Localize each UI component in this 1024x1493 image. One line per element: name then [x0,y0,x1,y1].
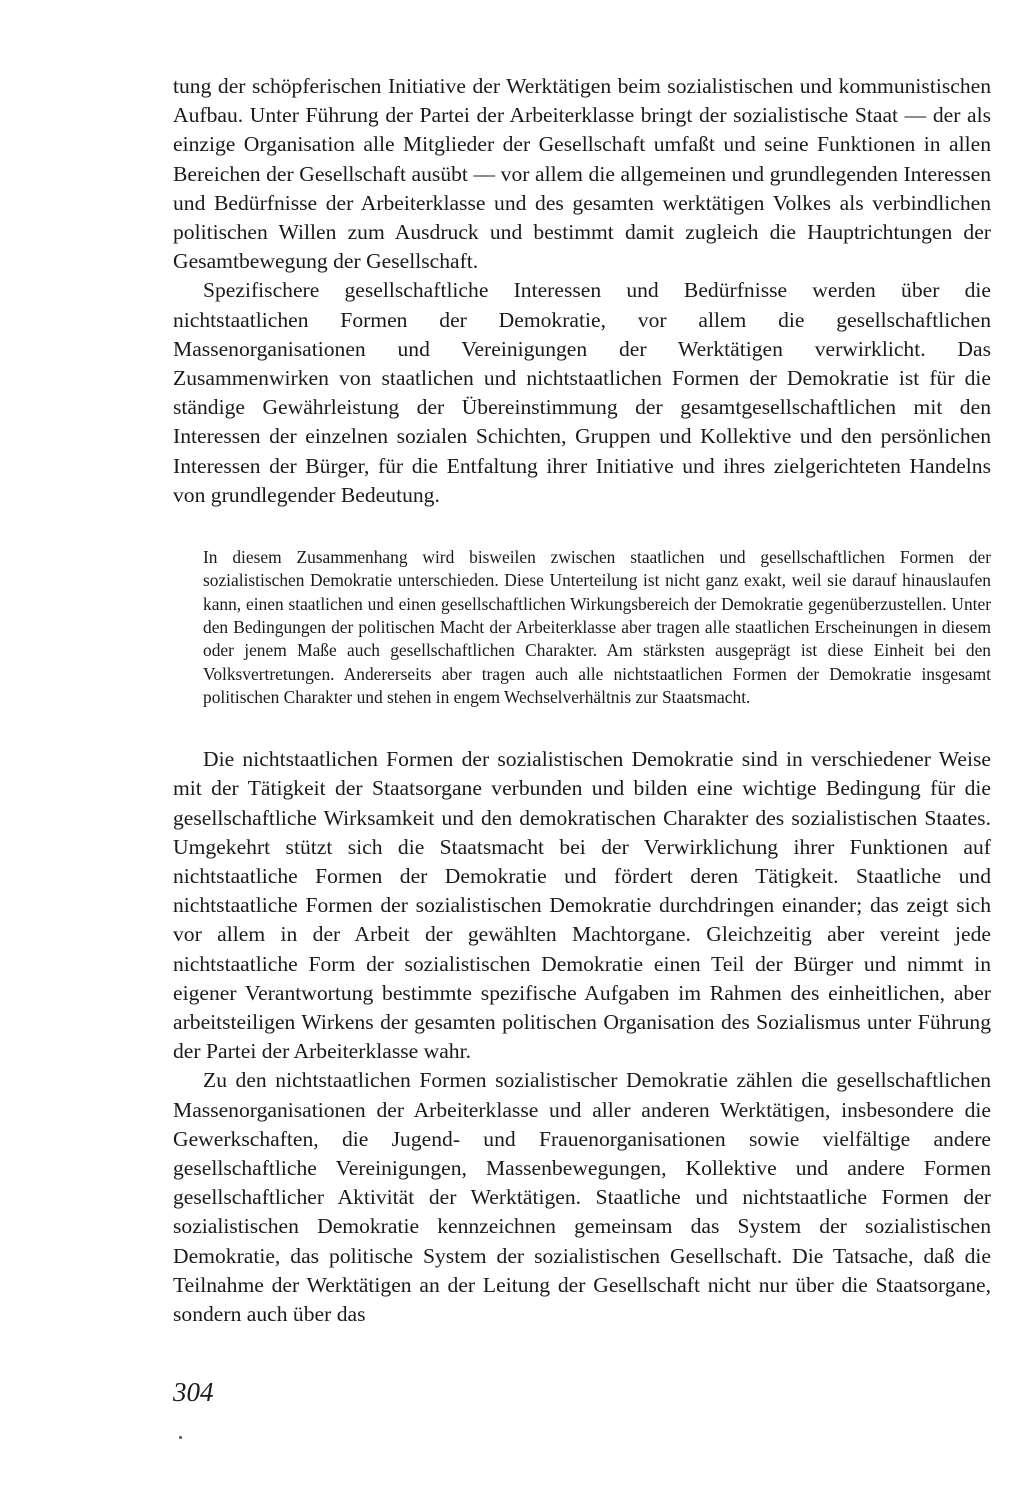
small-print-note: In diesem Zusammenhang wird bisweilen zwischen staatlichen und gesellschaftlichen Formen der sozialistischen Demokratie unterschieden. Diese Unterteilung ist nicht ganz exakt, weil sie darauf hinauslaufen kann, einen staatlichen und einen gesellschaftlichen Wirkungsbereich der Demokratie gegenüberzustellen. Unter den Bedingungen der politischen Macht der Arbeiterklasse aber tragen alle staatlichen Erscheinungen in diesem oder jenem Maße auch gesellschaftlichen Charakter. Am stärksten ausgeprägt ist diese Einheit bei den Volksvertretungen. Andererseits aber tragen auch alle nichtstaatlichen Formen der Demokratie insgesamt politischen Charakter und stehen in engem Wechselverhältnis zur Staatsmacht. [203,547,991,707]
body-paragraph-2: Spezifischere gesellschaftliche Interessen und Bedürfnisse werden über die nichtstaatlichen Formen der Demokratie, vor allem die gesellschaftlichen Massenorganisationen und Vereinigungen der Werktätigen verwirklicht. Das Zusammenwirken von staatlichen und nichtstaatlichen Formen der Demokratie ist für die ständige Gewährleistung der Übereinstimmung der gesamtgesellschaftlichen mit den Interessen der einzelnen sozialen Schichten, Gruppen und Kollektive und den persönlichen Interessen der Bürger, für die Entfaltung ihrer Initiative und ihres zielgerichteten Handelns von grundlegender Bedeutung. [173,278,991,507]
body-paragraph-3: Die nichtstaatlichen Formen der sozialistischen Demokratie sind in verschiedener Weise mit der Tätigkeit der Staatsorgane verbunden und bilden eine wichtige Bedingung für die gesellschaftliche Wirksamkeit und den demokratischen Charakter des sozialistischen Staates. Umgekehrt stützt sich die Staatsmacht bei der Verwirklichung ihrer Funktionen auf nichtstaatliche Formen der Demokratie und fördert deren Tätigkeit. Staatliche und nichtstaatliche Formen der sozialistischen Demokratie durchdringen einander; das zeigt sich vor allem in der Arbeit der gewählten Machtorgane. Gleichzeitig aber vereint jede nichtstaatliche Form der sozialistischen Demokratie einen Teil der Bürger und nimmt in eigener Verantwortung bestimmte spezifische Aufgaben im Rahmen des einheitlichen, aber arbeitsteiligen Wirkens der gesamten politischen Organisation des Sozialismus unter Führung der Partei der Arbeiterklasse wahr. [173,747,991,1064]
print-speck [179,1436,182,1439]
page-number: 304 [173,1377,214,1407]
body-paragraph-1: tung der schöpferischen Initiative der Werktätigen beim sozialistischen und kommunistischen Aufbau. Unter Führung der Partei der Arbeiterklasse bringt der sozialistische Staat — der als einzige Organisation alle Mitglieder der Gesellschaft umfaßt und seine Funktionen in allen Bereichen der Gesellschaft ausübt — vor allem die allgemeinen und grundlegenden Interessen und Bedürfnisse der Arbeiterklasse und des gesamten werktätigen Volkes als verbindlichen politischen Willen zum Ausdruck und bestimmt damit zugleich die Hauptrichtungen der Gesamtbewegung der Gesellschaft. [173,74,991,274]
page-body [173,72,991,1329]
body-paragraph-4: Zu den nichtstaatlichen Formen sozialistischer Demokratie zählen die gesellschaftlichen Massenorganisationen der Arbeiterklasse und aller anderen Werktätigen, insbesondere die Gewerkschaften, die Jugend- und Frauenorganisationen sowie vielfältige andere gesellschaftliche Vereinigungen, Massenbewegungen, Kollektive und andere Formen gesellschaftlicher Aktivität der Werktätigen. Staatliche und nichtstaatliche Formen der sozialistischen Demokratie kennzeichnen gemeinsam das System der sozialistischen Demokratie, das politische System der sozialistischen Gesellschaft. Die Tatsache, daß die Teilnahme der Werktätigen an der Leitung der Gesellschaft nicht nur über die Staatsorgane, sondern auch über das [173,1068,991,1326]
